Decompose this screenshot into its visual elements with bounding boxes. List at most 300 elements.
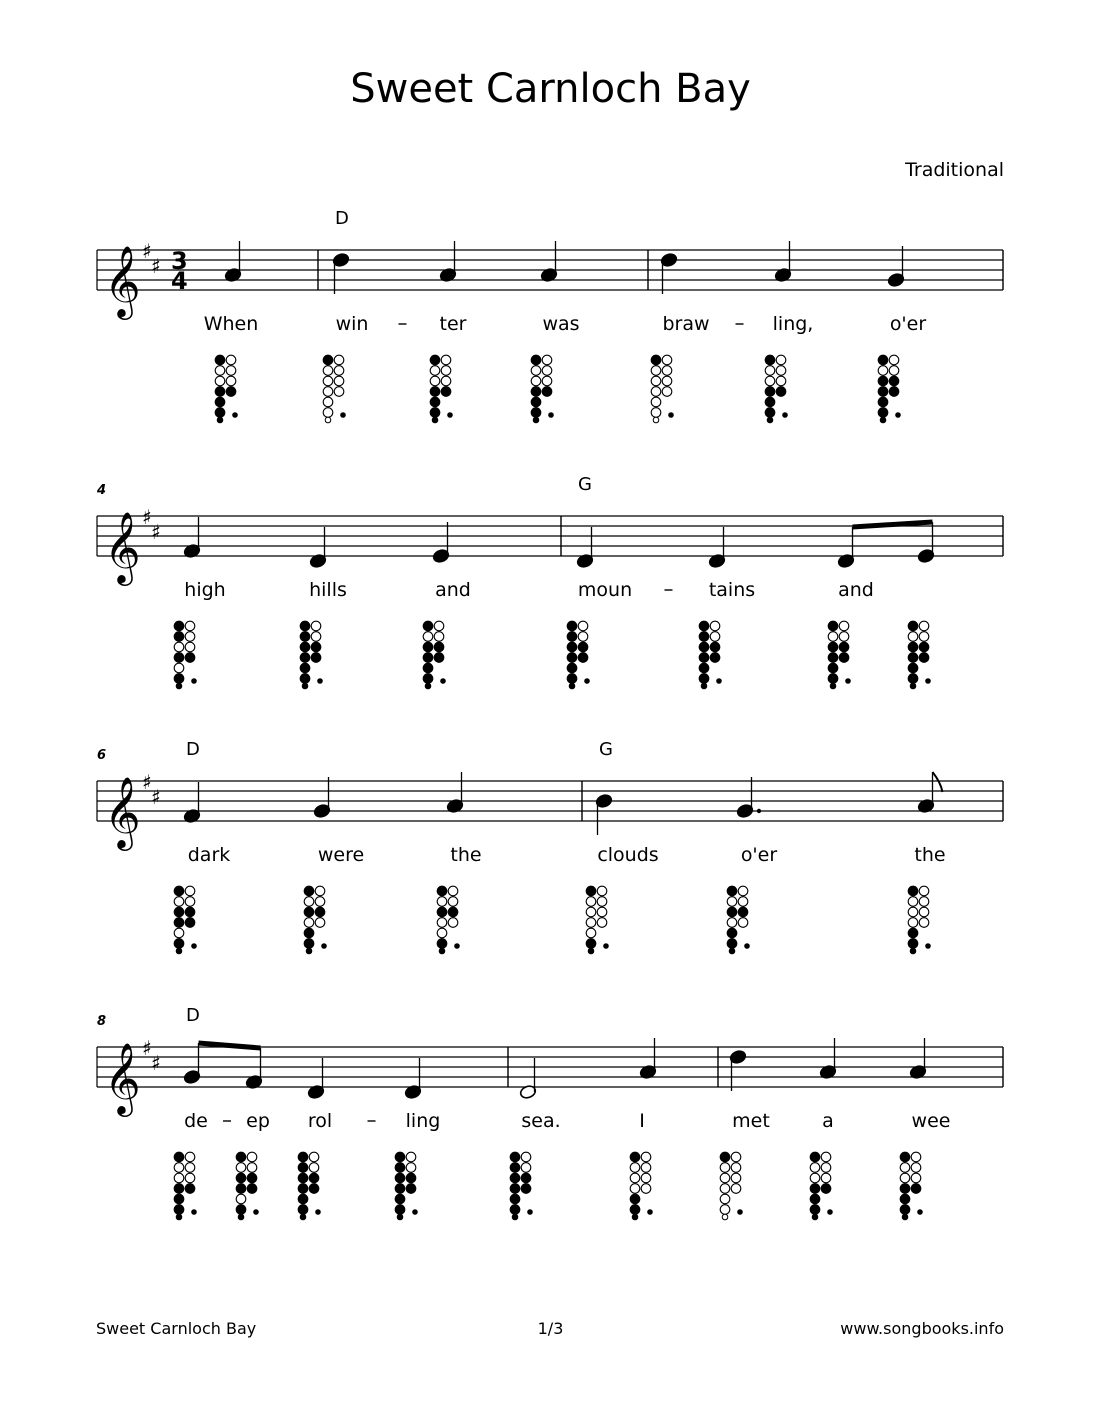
fingering-hole	[911, 1152, 921, 1162]
composer-credit: Traditional	[905, 159, 1004, 181]
fingering-pinky	[527, 1209, 533, 1215]
lyric: tains	[708, 579, 756, 601]
fingering-hole	[215, 366, 225, 376]
fingering-hole	[441, 376, 451, 386]
sharp-icon: ♯	[142, 770, 152, 794]
fingering-thumb	[397, 1214, 403, 1220]
fingering-thumb	[512, 1214, 518, 1220]
fingering-hole	[889, 376, 899, 386]
fingering-hole	[586, 939, 596, 949]
fingering-pinky	[925, 943, 931, 949]
fingering-hole	[630, 1173, 640, 1183]
fingering-thumb	[176, 683, 182, 689]
fingering-hole	[828, 653, 838, 663]
fingering-hole	[908, 674, 918, 684]
fingering-hole	[889, 366, 899, 376]
fingering-hole	[247, 1163, 257, 1173]
fingering-hole	[738, 897, 748, 907]
fingering-hole	[510, 1205, 520, 1215]
fingering-hole	[531, 408, 541, 418]
lyric: I	[639, 1110, 645, 1132]
fingering-thumb	[432, 417, 438, 423]
fingering-hole	[908, 632, 918, 642]
fingering-hole	[919, 653, 929, 663]
fingering-hole	[531, 376, 541, 386]
sharp-icon: ♯	[151, 1051, 161, 1075]
time-signature-bottom: 4	[171, 267, 188, 295]
fingering-hole	[323, 355, 333, 365]
tin-whistle-fingering	[727, 886, 750, 954]
tin-whistle-fingering	[510, 1152, 533, 1220]
fingering-hole	[821, 1173, 831, 1183]
lyric: moun	[577, 579, 633, 601]
fingering-hole	[174, 897, 184, 907]
fingering-pinky	[895, 412, 901, 418]
fingering-hole	[578, 632, 588, 642]
fingering-hole	[567, 653, 577, 663]
fingering-hole	[776, 366, 786, 376]
tin-whistle-fingering	[651, 355, 674, 423]
fingering-hole	[174, 663, 184, 673]
fingering-hole	[309, 1173, 319, 1183]
fingering-hole	[185, 621, 195, 631]
fingering-hole	[334, 366, 344, 376]
fingering-hole	[311, 642, 321, 652]
fingering-hole	[828, 632, 838, 642]
fingering-hole	[185, 1152, 195, 1162]
fingering-pinky	[253, 1209, 259, 1215]
fingering-hole	[434, 621, 444, 631]
fingering-hole	[323, 376, 333, 386]
fingering-thumb	[701, 683, 707, 689]
fingering-hole	[567, 663, 577, 673]
fingering-hole	[437, 886, 447, 896]
fingering-hole	[510, 1194, 520, 1204]
tin-whistle-fingering	[908, 886, 931, 954]
fingering-hole	[334, 387, 344, 397]
lyric: met	[732, 1110, 770, 1132]
fingering-hole	[448, 918, 458, 928]
fingering-hole	[710, 621, 720, 631]
fingering-thumb	[812, 1214, 818, 1220]
fingering-hole	[406, 1173, 416, 1183]
fingering-thumb	[533, 417, 539, 423]
fingering-hole	[810, 1152, 820, 1162]
fingering-pinky	[191, 943, 197, 949]
fingering-hole	[908, 663, 918, 673]
lyric: o'er	[740, 844, 778, 866]
fingering-hole	[542, 366, 552, 376]
fingering-hole	[720, 1184, 730, 1194]
fingering-pinky	[191, 678, 197, 684]
fingering-thumb	[632, 1214, 638, 1220]
tin-whistle-fingering	[531, 355, 554, 423]
tin-whistle-fingering	[720, 1152, 743, 1220]
fingering-hole	[911, 1184, 921, 1194]
fingering-hole	[174, 928, 184, 938]
fingering-hole	[765, 387, 775, 397]
fingering-hole	[542, 355, 552, 365]
fingering-hole	[315, 886, 325, 896]
fingering-hole	[586, 918, 596, 928]
fingering-hole	[878, 366, 888, 376]
fingering-hole	[839, 653, 849, 663]
fingering-hole	[323, 387, 333, 397]
fingering-hole	[395, 1194, 405, 1204]
fingering-hole	[215, 355, 225, 365]
system	[97, 208, 1003, 423]
lyric: high	[184, 579, 226, 601]
fingering-hole	[878, 355, 888, 365]
fingering-hole	[521, 1173, 531, 1183]
fingering-hole	[437, 928, 447, 938]
fingering-hole	[174, 642, 184, 652]
fingering-hole	[437, 939, 447, 949]
fingering-hole	[542, 387, 552, 397]
fingering-hole	[911, 1173, 921, 1183]
lyric: win	[335, 313, 369, 335]
chord-symbol: D	[335, 208, 349, 229]
fingering-hole	[908, 897, 918, 907]
fingering-hole	[300, 653, 310, 663]
fingering-hole	[630, 1152, 640, 1162]
fingering-hole	[437, 907, 447, 917]
fingering-hole	[510, 1173, 520, 1183]
fingering-hole	[900, 1184, 910, 1194]
fingering-hole	[919, 907, 929, 917]
lyric: braw	[662, 313, 710, 335]
fingering-pinky	[716, 678, 722, 684]
fingering-hole	[304, 907, 314, 917]
fingering-hole	[304, 939, 314, 949]
fingering-hole	[651, 376, 661, 386]
fingering-hole	[578, 621, 588, 631]
tin-whistle-fingering	[174, 621, 197, 689]
fingering-hole	[448, 897, 458, 907]
fingering-hole	[395, 1205, 405, 1215]
fingering-hole	[510, 1184, 520, 1194]
fingering-hole	[185, 897, 195, 907]
fingering-hole	[174, 907, 184, 917]
fingering-hole	[395, 1184, 405, 1194]
fingering-hole	[334, 376, 344, 386]
fingering-hole	[699, 653, 709, 663]
lyric: sea.	[521, 1110, 561, 1132]
fingering-hole	[919, 886, 929, 896]
fingering-thumb	[880, 417, 886, 423]
fingering-hole	[919, 621, 929, 631]
tin-whistle-fingering	[630, 1152, 653, 1220]
fingering-hole	[810, 1184, 820, 1194]
lyric: ep	[246, 1110, 270, 1132]
fingering-hole	[641, 1173, 651, 1183]
tin-whistle-fingering	[567, 621, 590, 689]
fingering-hole	[174, 1163, 184, 1173]
fingering-hole	[236, 1194, 246, 1204]
fingering-hole	[510, 1152, 520, 1162]
fingering-thumb	[300, 1214, 306, 1220]
fingering-hole	[919, 632, 929, 642]
fingering-hole	[247, 1152, 257, 1162]
fingering-pinky	[584, 678, 590, 684]
fingering-hole	[298, 1152, 308, 1162]
fingering-hole	[174, 621, 184, 631]
fingering-hole	[311, 632, 321, 642]
fingering-hole	[298, 1184, 308, 1194]
chord-symbol: G	[578, 474, 592, 495]
fingering-hole	[720, 1152, 730, 1162]
chord-symbol: D	[186, 739, 200, 760]
fingering-hole	[765, 376, 775, 386]
fingering-hole	[531, 387, 541, 397]
fingering-hole	[423, 653, 433, 663]
fingering-hole	[437, 897, 447, 907]
fingering-pinky	[191, 1209, 197, 1215]
fingering-hole	[828, 663, 838, 673]
fingering-hole	[215, 408, 225, 418]
fingering-pinky	[647, 1209, 653, 1215]
fingering-hole	[309, 1184, 319, 1194]
fingering-hole	[226, 366, 236, 376]
fingering-hole	[908, 928, 918, 938]
fingering-hole	[423, 663, 433, 673]
fingering-hole	[298, 1205, 308, 1215]
fingering-hole	[174, 1173, 184, 1183]
fingering-hole	[900, 1152, 910, 1162]
fingering-hole	[720, 1205, 730, 1215]
fingering-hole	[309, 1152, 319, 1162]
measure-number: 8	[97, 1014, 107, 1029]
fingering-hole	[578, 653, 588, 663]
fingering-hole	[174, 632, 184, 642]
fingering-hole	[889, 387, 899, 397]
system	[97, 1005, 1003, 1220]
fingering-hole	[215, 387, 225, 397]
tin-whistle-fingering	[699, 621, 722, 689]
fingering-hole	[185, 907, 195, 917]
fingering-thumb	[176, 948, 182, 954]
fingering-hole	[908, 939, 918, 949]
fingering-hole	[236, 1184, 246, 1194]
fingering-pinky	[744, 943, 750, 949]
fingering-hole	[437, 918, 447, 928]
fingering-thumb	[302, 683, 308, 689]
tin-whistle-fingering	[323, 355, 346, 423]
fingering-hole	[710, 653, 720, 663]
fingering-hole	[323, 366, 333, 376]
fingering-hole	[185, 886, 195, 896]
fingering-hole	[430, 366, 440, 376]
page-title: Sweet Carnloch Bay	[350, 66, 751, 112]
fingering-hole	[810, 1163, 820, 1173]
tin-whistle-fingering	[810, 1152, 833, 1220]
fingering-hole	[900, 1205, 910, 1215]
fingering-hole	[236, 1152, 246, 1162]
fingering-hole	[919, 918, 929, 928]
fingering-hole	[304, 897, 314, 907]
tin-whistle-fingering	[236, 1152, 259, 1220]
fingering-hole	[510, 1163, 520, 1173]
fingering-pinky	[412, 1209, 418, 1215]
footer-title: Sweet Carnloch Bay	[96, 1319, 257, 1338]
footer-website: www.songbooks.info	[840, 1319, 1004, 1338]
fingering-hole	[521, 1163, 531, 1173]
treble-clef-icon: 𝄞	[104, 775, 141, 848]
fingering-hole	[908, 918, 918, 928]
lyric: were	[317, 844, 365, 866]
tin-whistle-fingering	[423, 621, 446, 689]
fingering-pinky	[737, 1209, 743, 1215]
fingering-hole	[226, 355, 236, 365]
fingering-hole	[430, 408, 440, 418]
fingering-hole	[651, 408, 661, 418]
fingering-hole	[908, 907, 918, 917]
page-number: 1/3	[537, 1319, 564, 1338]
tin-whistle-fingering	[300, 621, 323, 689]
fingering-hole	[441, 366, 451, 376]
fingering-pinky	[925, 678, 931, 684]
fingering-hole	[434, 632, 444, 642]
fingering-pinky	[340, 412, 346, 418]
fingering-hole	[839, 621, 849, 631]
sharp-icon: ♯	[151, 785, 161, 809]
note-flag	[933, 772, 943, 792]
fingering-hole	[641, 1152, 651, 1162]
fingering-hole	[919, 897, 929, 907]
fingering-hole	[298, 1163, 308, 1173]
fingering-hole	[720, 1173, 730, 1183]
lyric: rol	[307, 1110, 333, 1132]
treble-clef-icon: 𝄞	[104, 510, 141, 583]
lyric: ling	[405, 1110, 441, 1132]
fingering-hole	[448, 907, 458, 917]
fingering-hole	[315, 918, 325, 928]
fingering-hole	[323, 397, 333, 407]
fingering-hole	[430, 355, 440, 365]
fingering-hole	[531, 355, 541, 365]
fingering-hole	[236, 1163, 246, 1173]
fingering-hole	[236, 1173, 246, 1183]
fingering-hole	[765, 397, 775, 407]
fingering-hole	[828, 642, 838, 652]
fingering-hole	[727, 928, 737, 938]
lyric: When	[203, 313, 259, 335]
fingering-hole	[185, 918, 195, 928]
fingering-hole	[662, 355, 672, 365]
fingering-hole	[185, 1184, 195, 1194]
fingering-hole	[699, 621, 709, 631]
sharp-icon: ♯	[142, 505, 152, 529]
fingering-hole	[776, 376, 786, 386]
fingering-hole	[597, 907, 607, 917]
tin-whistle-fingering	[586, 886, 609, 954]
fingering-hole	[765, 366, 775, 376]
fingering-pinky	[827, 1209, 833, 1215]
fingering-hole	[430, 387, 440, 397]
fingering-hole	[727, 939, 737, 949]
fingering-hole	[174, 1184, 184, 1194]
fingering-hole	[810, 1194, 820, 1204]
fingering-hole	[185, 632, 195, 642]
treble-clef-icon: 𝄞	[104, 1041, 141, 1114]
fingering-hole	[406, 1184, 416, 1194]
fingering-hole	[839, 642, 849, 652]
fingering-hole	[765, 408, 775, 418]
fingering-hole	[878, 397, 888, 407]
fingering-hole	[651, 355, 661, 365]
fingering-hole	[298, 1194, 308, 1204]
fingering-pinky	[321, 943, 327, 949]
fingering-hole	[300, 674, 310, 684]
fingering-hole	[586, 897, 596, 907]
sharp-icon: ♯	[151, 254, 161, 278]
tin-whistle-fingering	[765, 355, 788, 423]
fingering-hole	[315, 907, 325, 917]
fingering-hole	[651, 366, 661, 376]
fingering-hole	[304, 928, 314, 938]
fingering-hole	[441, 355, 451, 365]
fingering-hole	[738, 918, 748, 928]
sharp-icon: ♯	[151, 520, 161, 544]
fingering-pinky	[917, 1209, 923, 1215]
fingering-hole	[423, 632, 433, 642]
fingering-hole	[430, 397, 440, 407]
fingering-thumb	[902, 1214, 908, 1220]
lyric: the	[914, 844, 946, 866]
measure-number: 4	[97, 483, 107, 498]
system	[97, 739, 1003, 954]
fingering-hole	[597, 918, 607, 928]
fingering-hole	[226, 376, 236, 386]
tin-whistle-fingering	[878, 355, 901, 423]
fingering-hole	[334, 355, 344, 365]
dot	[757, 809, 761, 813]
fingering-thumb	[425, 683, 431, 689]
fingering-hole	[542, 376, 552, 386]
fingering-hole	[300, 663, 310, 673]
fingering-hole	[174, 674, 184, 684]
lyric: clouds	[597, 844, 659, 866]
fingering-hole	[821, 1184, 831, 1194]
fingering-hole	[215, 397, 225, 407]
fingering-pinky	[548, 412, 554, 418]
tin-whistle-fingering	[298, 1152, 321, 1220]
fingering-hole	[521, 1152, 531, 1162]
fingering-hole	[174, 1205, 184, 1215]
fingering-hole	[567, 674, 577, 684]
fingering-hole	[311, 653, 321, 663]
fingering-hole	[878, 376, 888, 386]
fingering-hole	[810, 1173, 820, 1183]
fingering-hole	[448, 886, 458, 896]
fingering-hole	[174, 886, 184, 896]
tin-whistle-fingering	[908, 621, 931, 689]
fingering-hole	[821, 1152, 831, 1162]
fingering-hole	[567, 621, 577, 631]
fingering-hole	[567, 632, 577, 642]
fingering-thumb	[830, 683, 836, 689]
fingering-hole	[699, 632, 709, 642]
fingering-hole	[226, 387, 236, 397]
fingering-pinky	[440, 678, 446, 684]
fingering-thumb	[439, 948, 445, 954]
treble-clef-icon: 𝄞	[104, 244, 141, 317]
fingering-thumb	[569, 683, 575, 689]
fingering-hole	[406, 1152, 416, 1162]
tin-whistle-fingering	[430, 355, 453, 423]
fingering-hole	[185, 642, 195, 652]
fingering-hole	[185, 1163, 195, 1173]
